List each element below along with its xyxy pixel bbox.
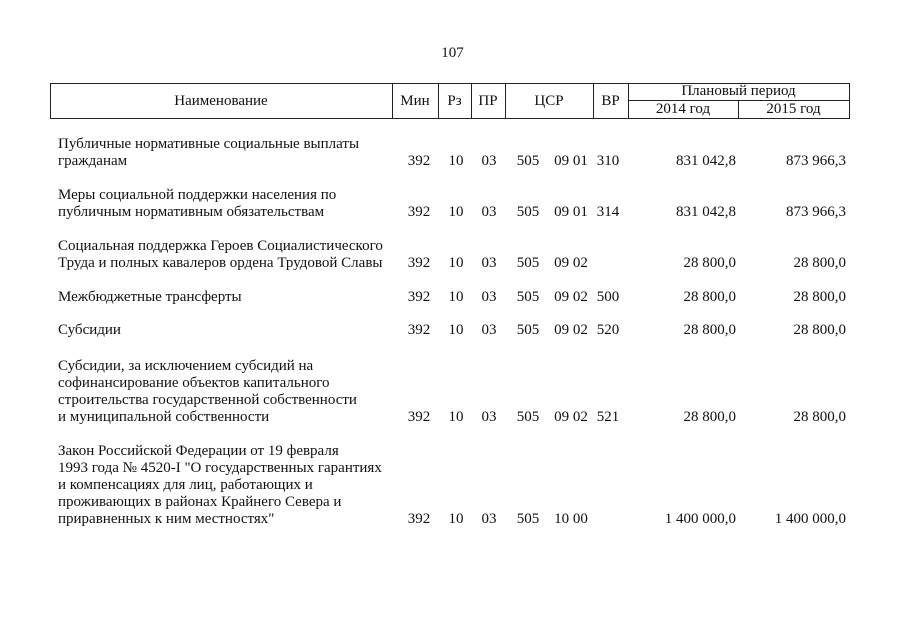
header-planned-period: Плановый период: [681, 83, 796, 99]
cell-min: 392: [407, 409, 431, 425]
header-min: Мин: [400, 93, 430, 109]
cell-csr1: 505: [516, 289, 540, 305]
cell-pr: 03: [481, 409, 497, 425]
row-name-line: Социальная поддержка Героев Социалистического: [58, 238, 383, 254]
cell-y2014: 28 800,0: [683, 289, 736, 305]
row-name-line: гражданам: [58, 153, 128, 169]
table-row: [58, 322, 853, 339]
cell-rz: 10: [448, 289, 464, 305]
cell-csr2: 09 02: [554, 289, 588, 305]
row-name-line: Субсидии: [58, 322, 121, 338]
cell-pr: 03: [481, 255, 497, 271]
table-row: [58, 187, 853, 221]
cell-y2015: 28 800,0: [793, 289, 846, 305]
cell-pr: 03: [481, 322, 497, 338]
table-row: [58, 358, 853, 426]
cell-min: 392: [407, 204, 431, 220]
cell-y2014: 1 400 000,0: [664, 511, 736, 527]
cell-csr1: 505: [516, 511, 540, 527]
cell-csr1: 505: [516, 322, 540, 338]
cell-csr1: 505: [516, 255, 540, 271]
cell-csr1: 505: [516, 204, 540, 220]
row-name-line: строительства государственной собственности: [58, 392, 357, 408]
cell-y2015: 28 800,0: [793, 409, 846, 425]
cell-csr2: 09 02: [554, 322, 588, 338]
cell-pr: 03: [481, 511, 497, 527]
row-name: [58, 322, 403, 339]
row-name-line: Межбюджетные трансферты: [58, 289, 242, 305]
header-rz: Рз: [447, 93, 462, 109]
cell-y2014: 831 042,8: [676, 204, 736, 220]
cell-csr1: 505: [516, 409, 540, 425]
cell-min: 392: [407, 511, 431, 527]
row-name-line: и муниципальной собственности: [58, 409, 270, 425]
row-name-line: Закон Российской Федерации от 19 февраля: [58, 443, 339, 459]
table-row: [58, 238, 853, 272]
cell-vr: 521: [596, 409, 620, 425]
row-name-line: публичным нормативным обязательствам: [58, 204, 325, 220]
row-name: [58, 238, 403, 272]
cell-min: 392: [407, 255, 431, 271]
cell-min: 392: [407, 153, 431, 169]
cell-csr2: 09 02: [554, 409, 588, 425]
cell-rz: 10: [448, 322, 464, 338]
cell-y2015: 28 800,0: [793, 255, 846, 271]
table-row: [58, 289, 853, 306]
cell-rz: 10: [448, 255, 464, 271]
cell-csr2: 09 02: [554, 255, 588, 271]
cell-y2015: 873 966,3: [786, 204, 846, 220]
cell-y2014: 831 042,8: [676, 153, 736, 169]
header-year-2015: 2015 год: [766, 101, 821, 117]
header-csr: ЦСР: [534, 93, 564, 109]
cell-min: 392: [407, 289, 431, 305]
cell-vr: 520: [596, 322, 620, 338]
row-name-line: и компенсациях для лиц, работающих и: [58, 477, 313, 493]
row-name: [58, 289, 403, 306]
cell-pr: 03: [481, 153, 497, 169]
table-row: [58, 443, 853, 528]
table-row: [58, 136, 853, 170]
header-name: Наименование: [174, 93, 268, 109]
cell-y2015: 873 966,3: [786, 153, 846, 169]
cell-rz: 10: [448, 153, 464, 169]
table-header: [50, 83, 850, 119]
cell-csr2: 10 00: [554, 511, 588, 527]
row-name-line: Меры социальной поддержки населения по: [58, 187, 337, 203]
cell-vr: 310: [596, 153, 620, 169]
row-name-line: Субсидии, за исключением субсидий на: [58, 358, 314, 374]
row-name: [58, 443, 403, 528]
row-name: [58, 358, 403, 426]
cell-vr: 500: [596, 289, 620, 305]
cell-y2014: 28 800,0: [683, 409, 736, 425]
row-name-line: проживающих в районах Крайнего Севера и: [58, 494, 342, 510]
cell-rz: 10: [448, 511, 464, 527]
cell-pr: 03: [481, 204, 497, 220]
row-name: [58, 187, 403, 221]
cell-min: 392: [407, 322, 431, 338]
cell-csr2: 09 01: [554, 204, 588, 220]
cell-y2014: 28 800,0: [683, 322, 736, 338]
header-year-2014: 2014 год: [655, 101, 711, 117]
cell-y2015: 1 400 000,0: [774, 511, 846, 527]
cell-rz: 10: [448, 409, 464, 425]
header-pr: ПР: [478, 93, 498, 109]
cell-rz: 10: [448, 204, 464, 220]
row-name-line: софинансирование объектов капитального: [58, 375, 330, 391]
row-name-line: 1993 года № 4520-I "О государственных гарантиях: [58, 460, 382, 476]
cell-y2015: 28 800,0: [793, 322, 846, 338]
cell-csr2: 09 01: [554, 153, 588, 169]
row-name-line: Публичные нормативные социальные выплаты: [58, 136, 360, 152]
cell-y2014: 28 800,0: [683, 255, 736, 271]
cell-csr1: 505: [516, 153, 540, 169]
page-number: 107: [441, 45, 464, 61]
row-name-line: приравненных к ним местностях": [58, 511, 275, 527]
cell-pr: 03: [481, 289, 497, 305]
row-name-line: Труда и полных кавалеров ордена Трудовой Славы: [58, 255, 383, 271]
cell-vr: 314: [596, 204, 620, 220]
row-name: [58, 136, 403, 170]
header-vr: ВР: [601, 93, 620, 109]
